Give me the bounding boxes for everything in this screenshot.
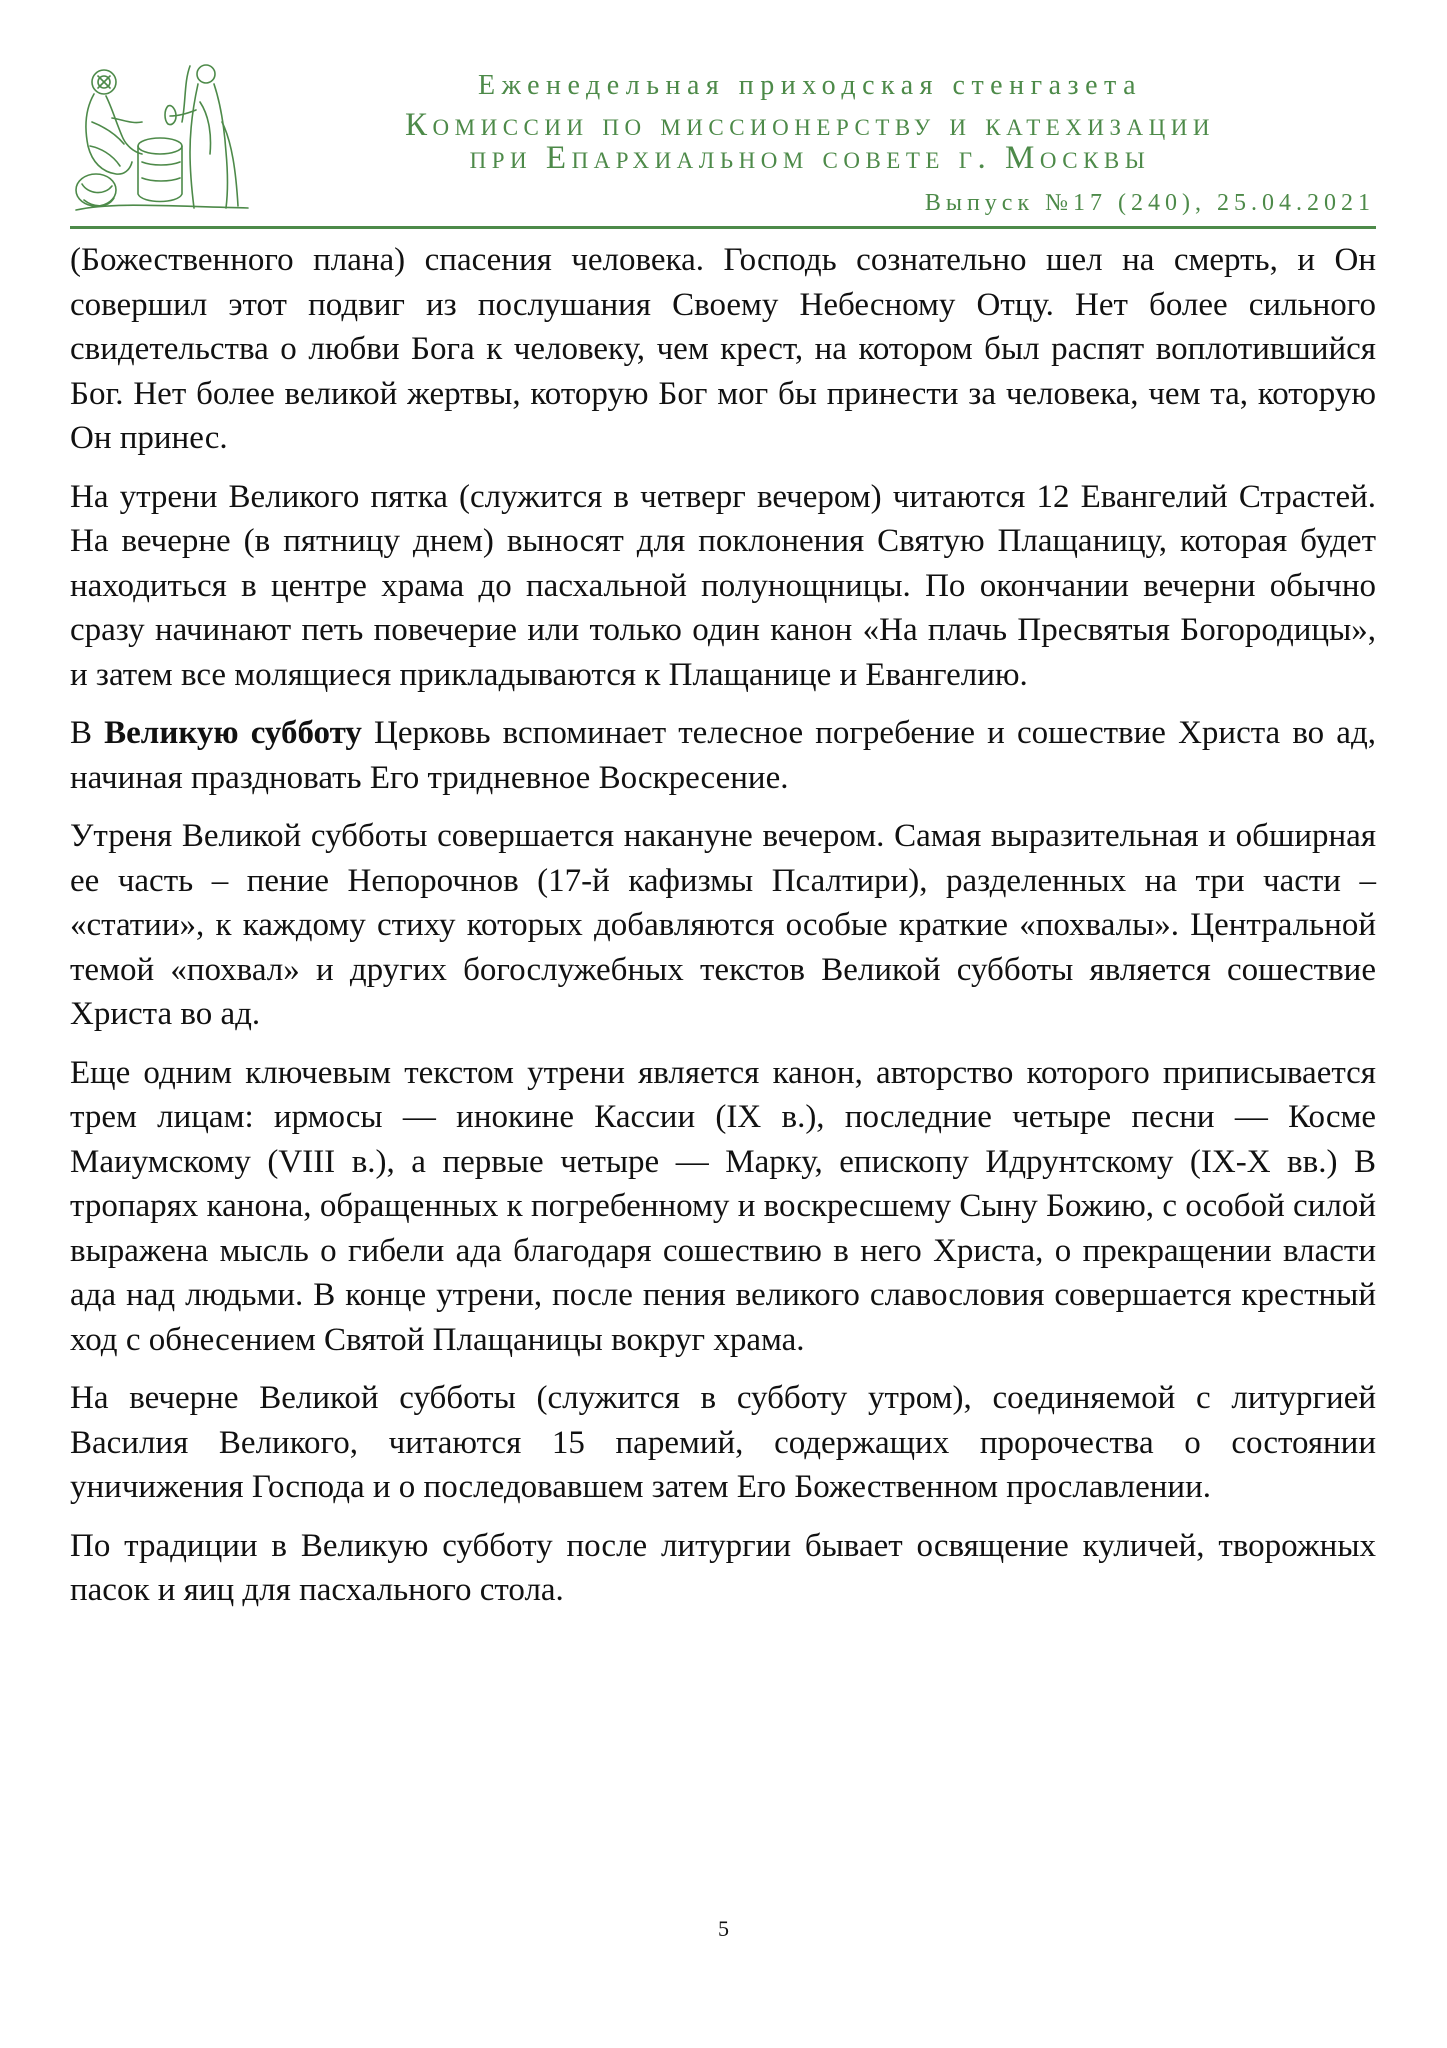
masthead-title-line-2: при Епархиальном совете г. Москвы xyxy=(469,140,1151,176)
header-divider xyxy=(70,226,1376,229)
page-number: 5 xyxy=(718,1916,729,1941)
paragraph-6: На вечерне Великой субботы (служится в субботу утром), соединяемой с литургией Василия Великого, читаются 15 паремий, содержащих пророчества о состоянии уничижения Господа и о последовавшем затем Его Божественном прославлении. xyxy=(70,1380,1376,1505)
masthead-header xyxy=(0,0,1447,232)
paragraph-1: (Божественного плана) спасения человека. Господь сознательно шел на смерть, и Он совершил этот подвиг из послушания Своему Небесному Отцу. Нет более сильного свидетельства о любви Бога к человеку, чем крест, на котором был распят воплотившийся Бог. Нет более великой жертвы, которую Бог мог бы принести за человека, чем та, которую Он принес. xyxy=(70,242,1376,456)
christ-and-samaritan-woman-logo-icon xyxy=(72,62,252,222)
logo-drawing xyxy=(72,62,252,222)
paragraph-3-prefix: В xyxy=(70,715,105,751)
issue-number: Выпуск №17 (240), 25.04.2021 xyxy=(924,190,1375,216)
paragraph-2: На утрени Великого пятка (служится в четверг вечером) читаются 12 Евангелий Страстей. На вечерне (в пятницу днем) выносят для поклонения Святую Плащаницу, которая будет находиться в центре храма до пасхальной полунощницы. По окончании вечерни обычно сразу начинают петь повечерие или только один канон «На плачь Пресвятыя Богородицы», и затем все молящиеся прикладываются к Плащанице и Евангелию. xyxy=(70,478,1376,693)
paragraph-5: Еще одним ключевым текстом утрени является канон, авторство которого приписывается трем лицам: ирмосы — инокине Кассии (IX в.), последние четыре песни — Косме Маиумскому (VIII в.), а первые четыре — Марку, епископу Идрунтскому (IX-X вв.) В тропарях канона, обращенных к погребенному и воскресшему Сыну Божию, с особой силой выражена мысль о гибели ада благодаря сошествию в него Христа, о прекращении власти ада над людьми. В конце утрени, после пения великого славословия совершается крестный ход с обнесением Святой Плащаницы вокруг храма. xyxy=(70,1054,1376,1358)
masthead-title-line-1: Комиссии по миссионерству и катехизации xyxy=(405,107,1215,143)
paragraph-4: Утреня Великой субботы совершается накануне вечером. Самая выразительная и обширная ее часть – пение Непорочнов (17-й кафизмы Псалтири), разделенных на три части – «статии», к каждому стиху которых добавляются особые краткие «похвалы». Центральной темой «похвал» и других богослужебных текстов Великой субботы является сошествие Христа во ад. xyxy=(70,818,1376,1032)
paragraph-3-rest: Церковь вспоминает телесное погребение и сошествие Христа во ад, начиная праздновать Его тридневное Воскресение. xyxy=(70,715,1376,796)
paragraph-7: По традиции в Великую субботу после литургии бывает освящение куличей, творожных пасок и яиц для пасхального стола. xyxy=(70,1527,1376,1608)
great-saturday-emphasis: Великую субботу xyxy=(104,715,362,751)
paragraph-3 xyxy=(70,711,1376,800)
masthead-subtitle: Еженедельная приходская стенгазета xyxy=(478,70,1142,101)
article-body xyxy=(70,238,1376,1627)
